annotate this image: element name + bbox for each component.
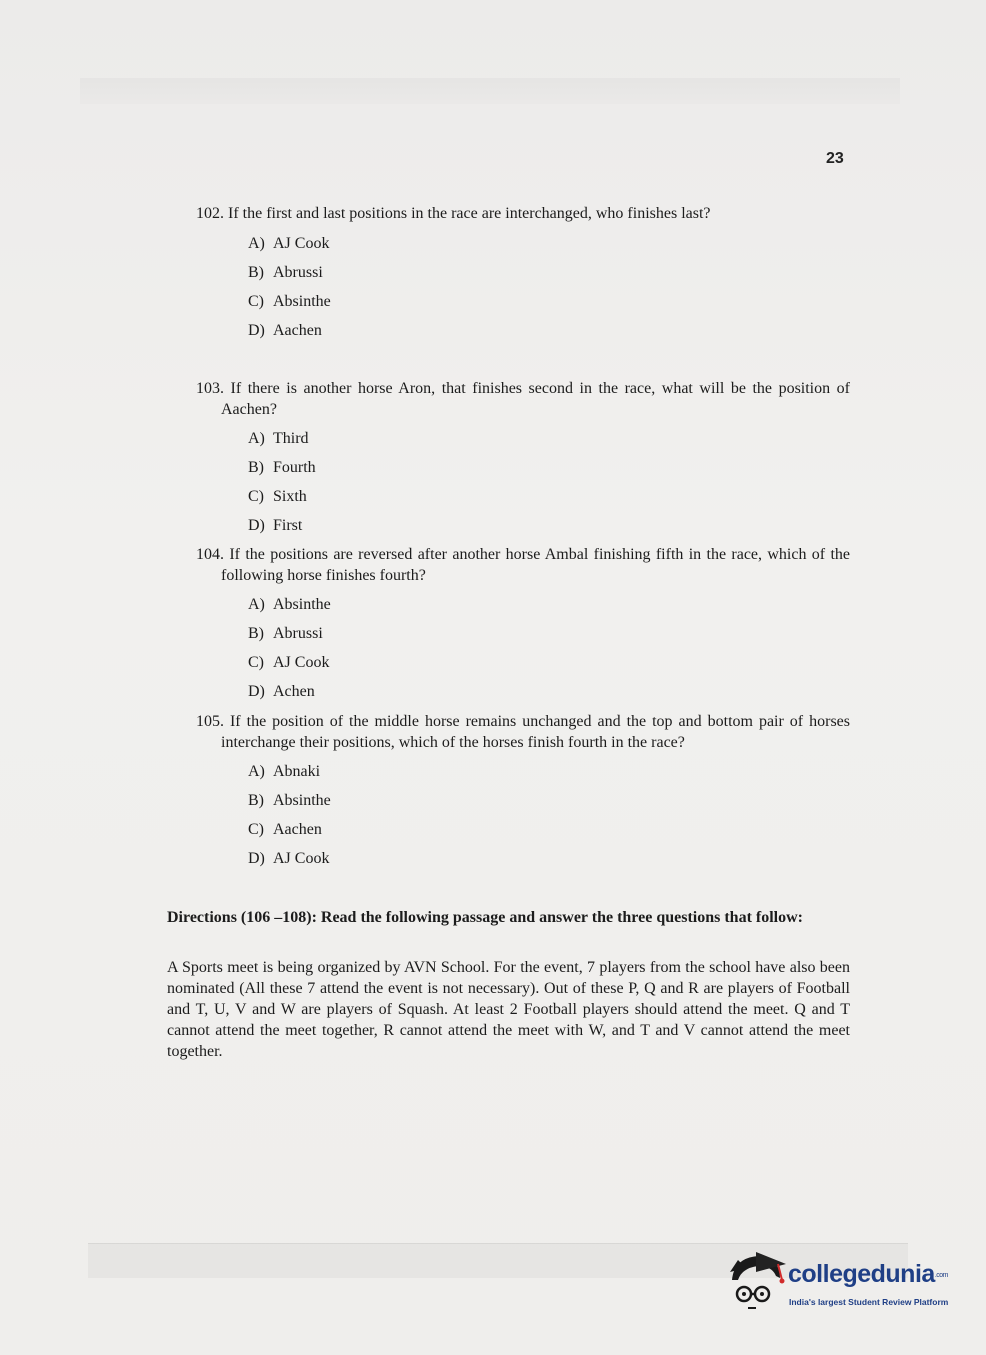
option-b: [248, 791, 331, 811]
option-text: AJ Cook: [273, 850, 330, 867]
option-letter: A): [248, 430, 265, 447]
option-letter: D): [248, 850, 265, 867]
option-b: [248, 458, 316, 478]
student-mascot-icon: [728, 1250, 788, 1320]
option-text: Absinthe: [273, 293, 331, 310]
option-d: [248, 321, 322, 341]
directions-heading: Directions (106 –108): Read the following passage and answer the three questions that follow:: [167, 909, 803, 926]
option-letter: A): [248, 235, 265, 252]
logo-wordmark: collegedunia.com: [788, 1260, 948, 1288]
option-text: AJ Cook: [273, 235, 330, 252]
page-number: 23: [826, 150, 844, 167]
option-c: [248, 487, 307, 507]
option-text: AJ Cook: [273, 654, 330, 671]
option-letter: C): [248, 488, 264, 505]
passage-text: A Sports meet is being organized by AVN School. For the event, 7 players from the school have also been nominated (All these 7 attend the event is not necessary). Out of these P, Q and R are players of Football and T, U, V and W are players of Squash. At least 2 Football players should attend the meet. Q and T cannot attend the meet together, R cannot attend the meet with W, and T and V cannot attend the meet together.: [167, 959, 850, 1060]
option-a: [248, 595, 331, 615]
option-d: [248, 682, 315, 702]
option-letter: D): [248, 683, 265, 700]
option-letter: B): [248, 264, 264, 281]
option-a: [248, 234, 329, 254]
question-stem: 105. If the position of the middle horse remains unchanged and the top and bottom pair of horses interchange their positions, which of the horses finish fourth in the race?: [196, 713, 850, 751]
option-text: Aachen: [273, 821, 322, 838]
option-text: Absinthe: [273, 792, 331, 809]
option-letter: C): [248, 293, 264, 310]
option-text: Absinthe: [273, 596, 331, 613]
option-b: [248, 263, 323, 283]
option-letter: A): [248, 596, 265, 613]
question-stem: 104. If the positions are reversed after another horse Ambal finishing fifth in the race, which of the following horse finishes fourth?: [196, 546, 850, 584]
option-a: [248, 429, 309, 449]
option-c: [248, 653, 329, 673]
option-text: Abnaki: [273, 763, 321, 780]
option-text: Sixth: [273, 488, 307, 505]
option-letter: A): [248, 763, 265, 780]
option-letter: B): [248, 625, 264, 642]
option-text: Aachen: [273, 322, 322, 339]
option-d: [248, 516, 302, 536]
option-text: Abrussi: [273, 625, 323, 642]
scan-header-shadow: [80, 78, 900, 104]
option-letter: C): [248, 654, 264, 671]
logo-tagline: India's largest Student Review Platform: [789, 1297, 949, 1307]
option-text: Third: [273, 430, 309, 447]
collegedunia-logo: [728, 1250, 958, 1320]
option-c: [248, 820, 322, 840]
option-text: Fourth: [273, 459, 316, 476]
option-b: [248, 624, 323, 644]
option-letter: D): [248, 517, 265, 534]
option-letter: B): [248, 459, 264, 476]
option-text: Achen: [273, 683, 315, 700]
option-text: Abrussi: [273, 264, 323, 281]
option-d: [248, 849, 329, 869]
option-letter: D): [248, 322, 265, 339]
option-letter: C): [248, 821, 264, 838]
option-c: [248, 292, 331, 312]
question-stem: 103. If there is another horse Aron, that finishes second in the race, what will be the position of Aachen?: [196, 380, 850, 418]
option-text: First: [273, 517, 303, 534]
option-letter: B): [248, 792, 264, 809]
option-a: [248, 762, 320, 782]
question-stem: 102. If the first and last positions in the race are interchanged, who finishes last?: [196, 205, 711, 222]
